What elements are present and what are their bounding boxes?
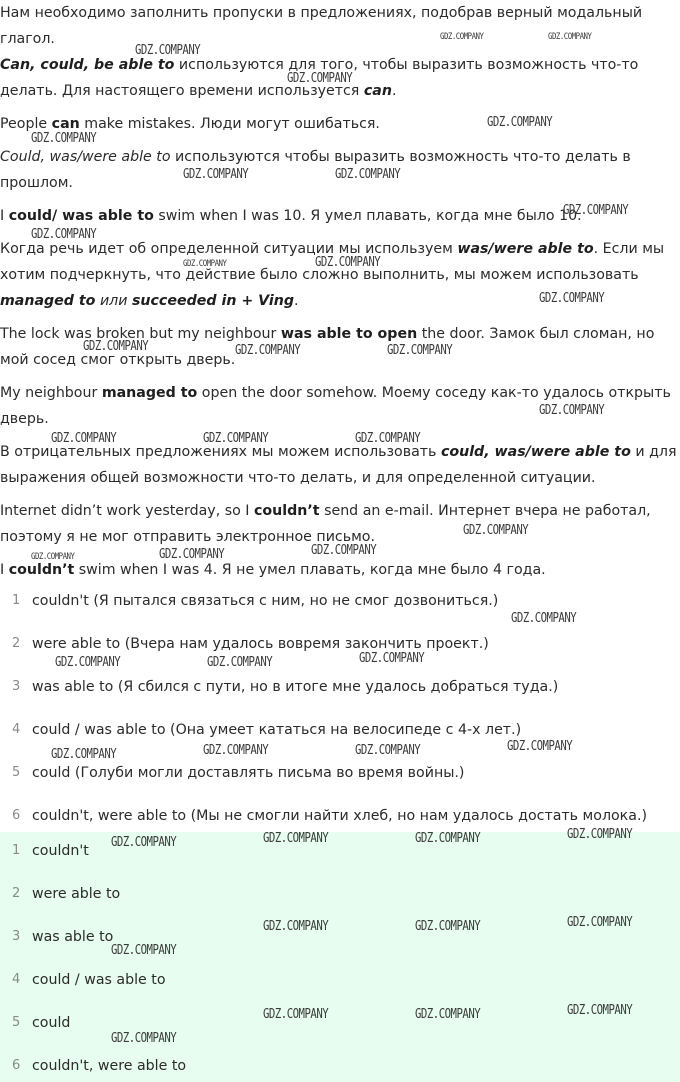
example-text: My neighbour [0,385,102,401]
watermark: GDZ.COMPANY [359,651,425,666]
watermark: GDZ.COMPANY [135,43,201,58]
watermark: GDZ.COMPANY [567,827,633,842]
watermark: GDZ.COMPANY [287,71,353,86]
list-item [0,586,680,616]
watermark: GDZ.COMPANY [51,747,117,762]
watermark: GDZ.COMPANY [83,339,149,354]
watermark: GDZ.COMPANY [55,655,121,670]
rule-term: succeeded in + Ving [131,293,295,309]
watermark: GDZ.COMPANY [235,343,301,358]
watermark: GDZ.COMPANY [563,203,629,218]
watermark: GDZ.COMPANY [415,919,481,934]
list-item [0,672,680,702]
watermark: GDZ.COMPANY [507,739,573,754]
item-text: were able to (Вчера нам удалось вовремя закончить проект.) [32,636,489,652]
example-text: I [0,562,9,578]
rule-text: В отрицательных предложениях мы можем использовать [0,444,441,460]
example-text: People [0,116,52,132]
watermark: GDZ.COMPANY [31,227,97,242]
example-term: can [51,116,80,132]
item-text: couldn't [32,843,89,859]
example-text: swim when I was 4. Я не умел плавать, когда мне было 4 года. [74,562,546,578]
item-number: 1 [12,593,21,608]
item-text: was able to [32,929,114,945]
list-item [0,879,680,909]
example-text: make mistakes. Люди могут ошибаться. [79,116,380,132]
watermark: GDZ.COMPANY [183,167,249,182]
item-text: was able to (Я сбился с пути, но в итоге мне удалось добраться туда.) [32,679,559,695]
watermark: GDZ.COMPANY [567,1003,633,1018]
item-number: 6 [12,808,21,823]
rule-term: managed to [0,293,96,309]
watermark: GDZ.COMPANY [511,611,577,626]
watermark: GDZ.COMPANY [335,167,401,182]
watermark: GDZ.COMPANY [539,403,605,418]
item-text: couldn't, were able to (Мы не смогли найти хлеб, но нам удалось достать молока.) [32,808,647,824]
watermark: GDZ.COMPANY [355,431,421,446]
rule-text: . Если мы хотим подчеркнуть, что действие было сложно выполнить, мы можем использовать [0,241,665,283]
watermark: GDZ.COMPANY [207,655,273,670]
item-text: couldn't, were able to [32,1058,187,1074]
item-number: 4 [12,722,21,737]
item-text: could / was able to [32,972,166,988]
item-number: 3 [12,929,21,944]
item-text: were able to [32,886,121,902]
watermark: GDZ.COMPANY [415,831,481,846]
watermark: GDZ.COMPANY [51,431,117,446]
item-text: could / was able to (Она умеет кататься на велосипеде с 4-х лет.) [32,722,522,738]
watermark: GDZ.COMPANY [415,1007,481,1022]
list-item [0,715,680,745]
item-number: 3 [12,679,21,694]
watermark: GDZ.COMPANY [263,831,329,846]
rule-negative [0,439,678,491]
item-text: could (Голуби могли доставлять письма во время войны.) [32,765,465,781]
watermark: GDZ.COMPANY [183,259,227,269]
rule-term: could, was/were able to [440,444,631,460]
example-text: swim when I was 10. Я умел плавать, когда мне было 10. [153,208,582,224]
item-text: couldn't (Я пытался связаться с ним, но не смог дозвониться.) [32,593,499,609]
list-item [0,965,680,995]
watermark: GDZ.COMPANY [311,543,377,558]
list-item [0,1051,680,1081]
rule-text: Когда речь идет об определенной ситуации мы используем [0,241,458,257]
watermark: GDZ.COMPANY [387,343,453,358]
rule-text: и для выражения общей возможности что-то делать, и для определенной ситуации. [0,444,677,486]
watermark: GDZ.COMPANY [355,743,421,758]
watermark: GDZ.COMPANY [463,523,529,538]
example-term: couldn’t [8,562,75,578]
example-text: the door. Замок был сломан, но мой сосед смог открыть дверь. [0,326,655,368]
watermark: GDZ.COMPANY [548,32,592,42]
item-number: 2 [12,636,21,651]
example-term: could/ was able to [8,208,154,224]
watermark: GDZ.COMPANY [203,431,269,446]
watermark: GDZ.COMPANY [263,919,329,934]
rule-term: Can, could, be able to [0,57,175,73]
item-number: 2 [12,886,21,901]
example-people-can [0,111,678,137]
item-text: could [32,1015,71,1031]
example-text: The lock was broken but my neighbour [0,326,281,342]
example-term: managed to [101,385,198,401]
example-term: couldn’t [254,503,320,519]
example-text: send an e-mail. Интернет вчера не работал, поэтому я не мог отправить электронное письмо. [0,503,651,545]
watermark: GDZ.COMPANY [539,291,605,306]
rule-term: was/were able to [457,241,594,257]
example-term: was able to open [280,326,418,342]
item-number: 6 [12,1058,21,1073]
example-text: I [0,208,9,224]
rule-text: . [391,83,397,99]
watermark: GDZ.COMPANY [31,552,75,562]
rule-term: Could, was/were able to [0,149,171,165]
answers-panel [0,832,680,1082]
watermark: GDZ.COMPANY [567,915,633,930]
watermark: GDZ.COMPANY [263,1007,329,1022]
watermark: GDZ.COMPANY [159,547,225,562]
rule-term: can [363,83,392,99]
watermark: GDZ.COMPANY [487,115,553,130]
item-number: 5 [12,765,21,780]
item-number: 1 [12,843,21,858]
rule-text: . [294,293,299,309]
example-swim-4 [0,557,678,583]
rule-text: используются для того, чтобы выразить возможность что-то делать. Для настоящего времени используется [0,57,639,99]
item-number: 5 [12,1015,21,1030]
watermark: GDZ.COMPANY [111,1031,177,1046]
watermark: GDZ.COMPANY [31,131,97,146]
item-number: 4 [12,972,21,987]
example-text: open the door somehow. Моему соседу как-то удалось открыть дверь. [0,385,671,427]
rule-text: или [95,293,132,309]
watermark: GDZ.COMPANY [440,32,484,42]
watermark: GDZ.COMPANY [111,943,177,958]
intro-paragraph: Нам необходимо заполнить пропуски в предложениях, подобрав верный модальный глагол. [0,5,643,47]
rule-text: используются чтобы выразить возможность что-то делать в прошлом. [0,149,631,191]
watermark: GDZ.COMPANY [203,743,269,758]
watermark: GDZ.COMPANY [315,255,381,270]
list-item [0,758,680,788]
example-text: Internet didn’t work yesterday, so I [0,503,254,519]
watermark: GDZ.COMPANY [111,835,177,850]
